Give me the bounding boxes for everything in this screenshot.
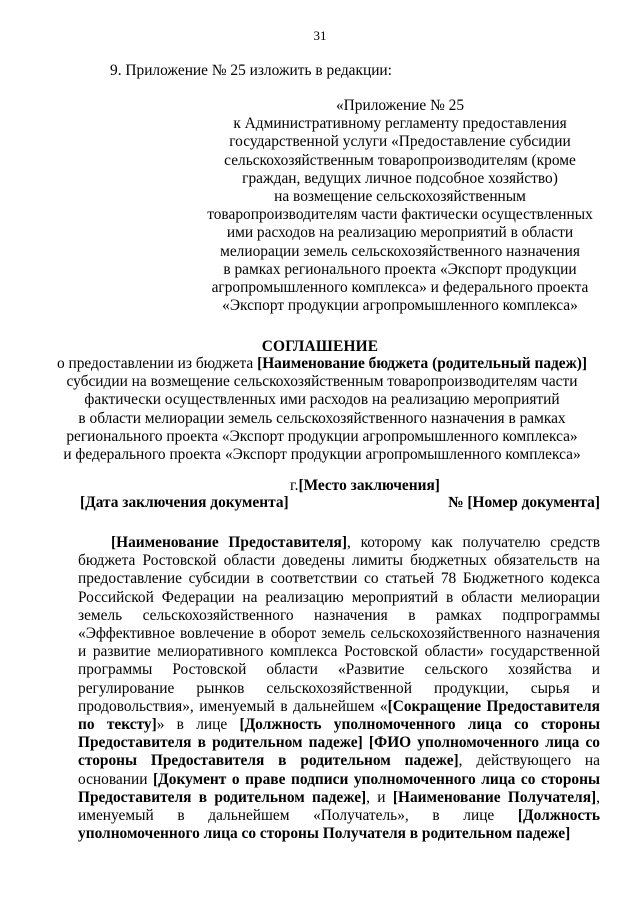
agreement-preamble [78,534,600,843]
provider-short-name-placeholder: [Сокращение Предоставителя по тексту] [78,697,600,734]
appendix-line: к Административному регламенту предоставления [233,115,567,133]
subtitle-line [52,355,592,373]
appendix-line: сельскохозяйственным товаропроизводителям (кроме [224,151,576,169]
appendix-heading [200,97,600,315]
subtitle-line: субсидии на возмещение сельскохозяйственным товаропроизводителям части [66,373,578,391]
subtitle-line: и федерального проекта «Экспорт продукции агропромышленного комплекса» [63,446,581,464]
provider-official-name-placeholder: [ФИО уполномоченного лица со стороны Предоставителя в родительном падеже] [78,734,600,770]
page-number: 31 [313,28,327,43]
appendix-line: граждан, ведущих личное подсобное хозяйство) [242,169,558,187]
appendix-line: «Приложение № 25 [335,97,465,114]
appendix-line: в рамках регионального проекта «Экспорт продукции [223,260,577,278]
number-prefix: № [448,494,468,511]
preamble-text: , которому как получателю средств бюджета Ростовской области доведены лимиты бюджетных обязательств на предоставление субсидии в соответствии со статьей 78 Бюджетного кодекса Российской Федерации на реализацию мероприятий в области мелиорации земель сельскохозяйственного назначения в рамках подпрограммы «Эффективное вовлечение в оборот земель сельскохозяйственного назначения и развитие мелиоративного комплекса Ростовской области» государственной программы Ростовской области «Развитие сельского хозяйства и регулирование рынков сельскохозяйственной продукции, сырья и продовольствия», именуемый в дальнейшем « [78,534,600,715]
document-number [448,494,600,512]
place-prefix: г. [290,477,299,494]
preamble-text: , и [366,788,393,806]
subtitle-line: фактически осуществленных ими расходов на реализацию мероприятий [84,391,560,409]
appendix-line: ими расходов на реализацию мероприятий в области [226,224,574,242]
recipient-official-position-placeholder: [Должность уполномоченного лица со стороны Получателя в родительном падеже] [78,807,600,843]
signing-right-document-placeholder: [Документ о праве подписи уполномоченного лица со стороны Предоставителя в родительном падеже] [78,770,601,806]
appendix-line: «Экспорт продукции агропромышленного комплекса» [222,297,578,315]
appendix-line: государственной услуги «Предоставление субсидии [229,133,571,151]
budget-name-placeholder: [Наименование бюджета (родительный падеж)] [257,355,588,372]
subtitle-prefix: о предоставлении из бюджета [56,355,258,372]
preamble-text: » в лице [156,716,240,734]
provider-name-placeholder: [Наименование Предоставителя] [111,534,348,551]
provider-official-position-placeholder: [Должность уполномоченного лица со стороны Предоставителя в родительном падеже] [78,716,600,752]
appendix-line: агропромышленного комплекса» и федерального проекта [211,279,589,297]
number-placeholder: [Номер документа] [467,494,600,511]
appendix-line: товаропроизводителям части фактически осуществленных [207,206,593,224]
place-of-conclusion [290,477,440,495]
preamble-text: , действующего на основании [78,752,600,788]
place-placeholder: [Место заключения] [298,477,440,494]
subtitle-line: в области мелиорации земель сельскохозяйственного назначения в рамках [78,409,566,427]
preamble-text: , именуемый в дальнейшем «Получатель», в лице [78,788,600,825]
agreement-subtitle [52,355,592,464]
appendix-line: на возмещение сельскохозяйственным [274,188,526,206]
subtitle-line: регионального проекта «Экспорт продукции агропромышленного комплекса» [66,427,578,445]
amendment-item-9: 9. Приложение № 25 изложить в редакции: [110,62,392,79]
agreement-title: СОГЛАШЕНИЕ [261,338,379,355]
document-date-placeholder: [Дата заключения документа] [80,494,289,511]
recipient-name-placeholder: [Наименование Получателя] [392,788,597,806]
appendix-line: мелиорации земель сельскохозяйственного назначения [220,242,580,260]
